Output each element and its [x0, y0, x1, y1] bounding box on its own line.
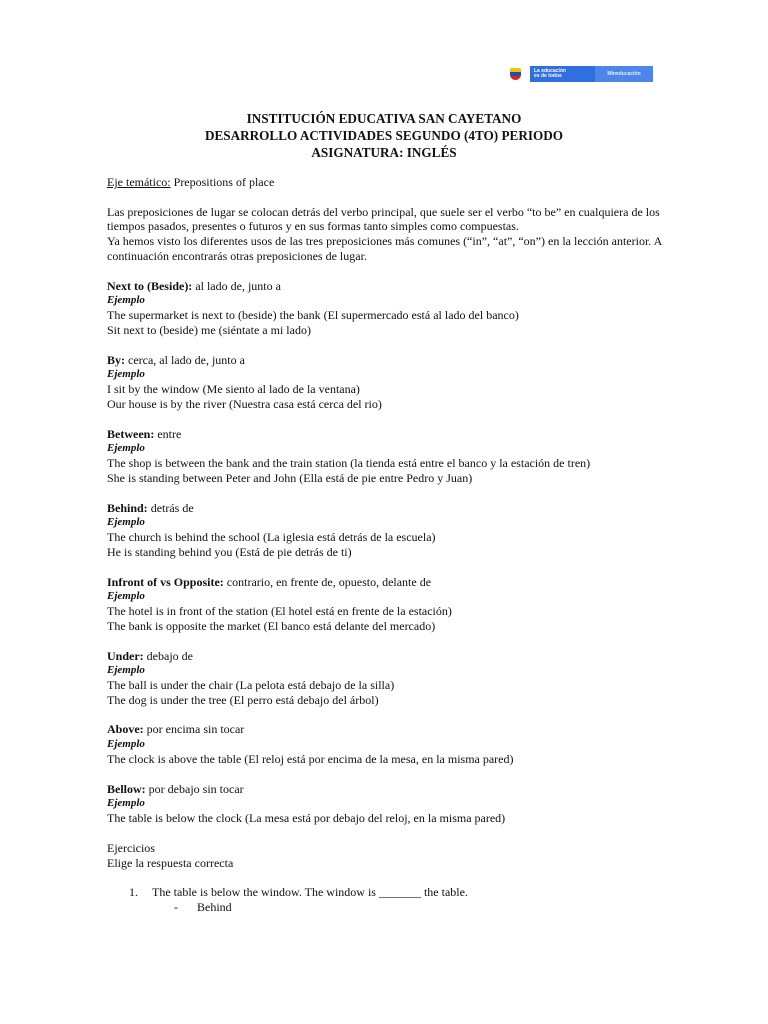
example-sentence: The clock is above the table (El reloj está por encima de la mesa, en la misma pared) — [107, 752, 514, 767]
example-sentence: The bank is opposite the market (El banco está delante del mercado) — [107, 618, 436, 633]
preposition-meaning: por debajo sin tocar — [145, 781, 244, 796]
preposition-heading — [107, 279, 662, 294]
preposition-block — [107, 649, 662, 723]
document-header — [0, 110, 768, 161]
preposition-meaning: por encima sin tocar — [143, 722, 245, 737]
example-label: Ejemplo — [107, 664, 145, 677]
example-label: Ejemplo — [107, 797, 145, 810]
option-text: Behind — [197, 900, 232, 915]
example-sentence: The shop is between the bank and the train station (la tienda está entre el banco y la estación de tren) — [107, 456, 591, 471]
preposition-heading — [107, 353, 662, 368]
example-label: Ejemplo — [107, 516, 145, 529]
example-sentence: The supermarket is next to (beside) the bank (El supermercado está al lado del banco) — [107, 308, 519, 323]
preposition-heading — [107, 649, 662, 664]
logo-slogan-line2: es de todos — [534, 73, 562, 79]
example-label: Ejemplo — [107, 368, 145, 381]
preposition-heading — [107, 722, 662, 737]
preposition-meaning: debajo de — [143, 648, 193, 663]
example-sentence: Sit next to (beside) me (siéntate a mi lado) — [107, 322, 311, 337]
intro-paragraph-2: Ya hemos visto los diferentes usos de las tres preposiciones más comunes (“in”, “at”, “on”) en la lección anterior. A continuación encontrarás otras preposiciones de lugar. — [107, 234, 662, 263]
preposition-block — [107, 575, 662, 649]
preposition-meaning: al lado de, junto a — [192, 278, 281, 293]
preposition-block — [107, 353, 662, 427]
header-activity: DESARROLLO ACTIVIDADES SEGUNDO (4TO) PERIODO — [204, 128, 564, 143]
example-label: Ejemplo — [107, 590, 145, 603]
ministry-logo-banner — [500, 66, 653, 82]
exercises-instruction: Elige la respuesta correcta — [107, 855, 234, 870]
exercise-option — [107, 900, 662, 915]
preposition-meaning: detrás de — [147, 500, 194, 515]
prepositions-section — [107, 279, 662, 841]
example-sentence: Our house is by the river (Nuestra casa está cerca del rio) — [107, 396, 382, 411]
preposition-term: Under: — [107, 648, 144, 663]
preposition-heading — [107, 782, 662, 797]
preposition-term: By: — [107, 352, 125, 367]
exercise-list — [107, 885, 662, 915]
preposition-heading — [107, 501, 662, 516]
exercise-number: 1. — [129, 885, 138, 900]
logo-slogan — [530, 66, 595, 82]
example-label: Ejemplo — [107, 294, 145, 307]
example-sentence: The ball is under the chair (La pelota está debajo de la silla) — [107, 678, 395, 693]
preposition-block — [107, 501, 662, 575]
exercise-question: The table is below the window. The window is _______ the table. — [152, 885, 468, 900]
example-label: Ejemplo — [107, 738, 145, 751]
preposition-term: Above: — [107, 722, 144, 737]
example-sentence: The table is below the clock (La mesa está por debajo del reloj, en la misma pared) — [107, 811, 506, 826]
theme-line — [107, 175, 662, 190]
preposition-meaning: cerca, al lado de, junto a — [125, 352, 245, 367]
preposition-term: Infront of vs Opposite: — [107, 574, 224, 589]
document-body — [107, 175, 662, 915]
example-sentence: I sit by the window (Me siento al lado de la ventana) — [107, 382, 360, 397]
theme-label: Eje temático: — [107, 175, 171, 189]
header-subject: ASIGNATURA: INGLÉS — [311, 145, 457, 160]
example-label: Ejemplo — [107, 442, 145, 455]
example-sentence: He is standing behind you (Está de pie detrás de ti) — [107, 544, 352, 559]
preposition-block — [107, 279, 662, 353]
example-sentence: The hotel is in front of the station (El hotel está en frente de la estación) — [107, 604, 452, 619]
exercises-title: Ejercicios — [107, 840, 155, 855]
logo-slogan-line1: La educación — [534, 68, 566, 74]
preposition-block — [107, 427, 662, 501]
exercise-item — [107, 885, 662, 900]
crest-icon — [500, 66, 530, 82]
header-institution: INSTITUCIÓN EDUCATIVA SAN CAYETANO — [246, 111, 522, 126]
example-sentence: She is standing between Peter and John (Ella está de pie entre Pedro y Juan) — [107, 470, 473, 485]
example-sentence: The church is behind the school (La iglesia está detrás de la escuela) — [107, 530, 436, 545]
preposition-heading — [107, 427, 662, 442]
preposition-meaning: contrario, en frente de, opuesto, delante de — [223, 574, 432, 589]
logo-ministry: Mineducación — [595, 66, 653, 82]
preposition-term: Next to (Beside): — [107, 278, 193, 293]
option-dash: - — [174, 900, 178, 915]
intro-paragraph-1: Las preposiciones de lugar se colocan detrás del verbo principal, que suele ser el verbo “to be” en cualquiera de los tiempos pasados, presentes o futuros y en sus formas tanto simples como compuestas. — [107, 204, 660, 234]
preposition-term: Behind: — [107, 500, 148, 515]
theme-value: Prepositions of place — [170, 175, 275, 189]
example-sentence: The dog is under the tree (El perro está debajo del árbol) — [107, 692, 379, 707]
preposition-term: Between: — [107, 426, 155, 441]
preposition-block — [107, 782, 662, 841]
preposition-block — [107, 722, 662, 781]
preposition-term: Bellow: — [107, 781, 146, 796]
preposition-heading — [107, 575, 662, 590]
preposition-meaning: entre — [154, 426, 182, 441]
